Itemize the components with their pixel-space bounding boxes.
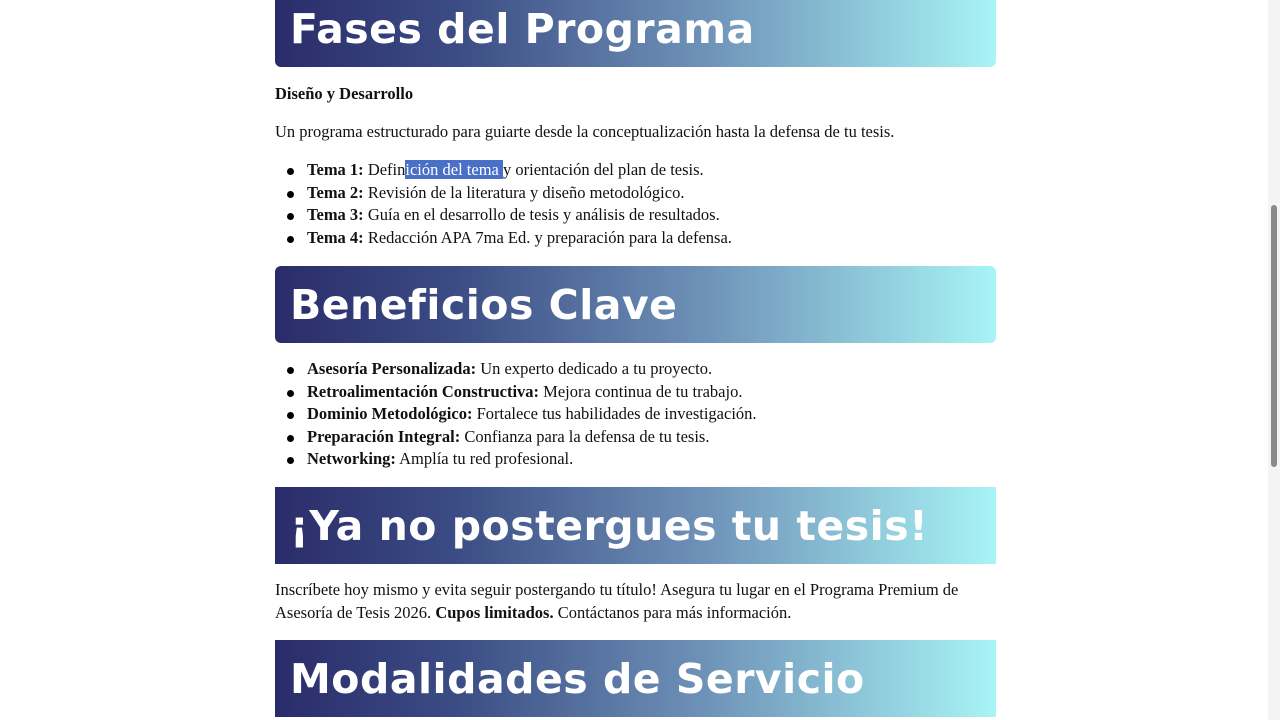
- topic-text: y orientación del plan de tesis.: [502, 160, 704, 179]
- benefits-title: Beneficios Clave: [290, 280, 678, 329]
- topic-text: Revisión de la literatura y diseño metodológico.: [363, 182, 685, 202]
- benefit-item-4: [275, 426, 757, 449]
- phases-title: Fases del Programa: [290, 4, 755, 53]
- modalities-banner: [275, 640, 996, 717]
- benefit-label: Retroalimentación Constructiva:: [307, 381, 540, 401]
- topic-label: Tema 3:: [307, 205, 364, 224]
- benefit-item-5: [275, 448, 757, 471]
- benefits-banner: [275, 266, 996, 343]
- benefit-text: Amplía tu red profesional.: [395, 449, 574, 468]
- benefit-label: Asesoría Personalizada:: [307, 359, 477, 378]
- topic-item-2: [275, 182, 732, 205]
- topic-label: Tema 1:: [307, 160, 364, 179]
- phases-banner: [275, 0, 996, 67]
- cta-paragraph: [275, 579, 965, 624]
- benefit-text: Un experto dedicado a tu proyecto.: [476, 359, 713, 378]
- benefit-text: Fortalece tus habilidades de investigación.: [472, 404, 757, 423]
- cta-bold-text: Cupos limitados.: [435, 602, 554, 622]
- benefit-label: Preparación Integral:: [307, 426, 461, 446]
- scrollbar-thumb[interactable]: [1271, 205, 1277, 467]
- cta-title: ¡Ya no postergues tu tesis!: [290, 501, 929, 550]
- benefit-item-3: [275, 403, 757, 426]
- topic-text: Guía en el desarrollo de tesis y análisis de resultados.: [363, 205, 720, 224]
- benefit-item-2: [275, 381, 757, 404]
- cta-text: Inscríbete hoy mismo y evita seguir postergando tu título! Asegura tu lugar en el Programa Premium de Asesoría de Tesis 2026.: [275, 580, 959, 622]
- topic-label: Tema 4:: [307, 227, 364, 247]
- benefit-label: Dominio Metodológico:: [307, 404, 473, 423]
- benefits-list: [275, 358, 757, 471]
- topic-item-3: [275, 204, 732, 227]
- modalities-title: Modalidades de Servicio: [290, 654, 865, 703]
- benefit-text: Confianza para la defensa de tu tesis.: [460, 426, 710, 446]
- benefit-text: Mejora continua de tu trabajo.: [539, 381, 743, 401]
- phases-topic-list: [275, 159, 732, 249]
- cta-banner: [275, 487, 996, 564]
- vertical-scrollbar[interactable]: [1268, 0, 1280, 720]
- topic-item-4: [275, 227, 732, 250]
- cta-text: Contáctanos para más información.: [553, 602, 792, 622]
- text-selection[interactable]: ición del tema: [405, 160, 503, 179]
- benefit-label: Networking:: [307, 449, 396, 468]
- benefit-item-1: [275, 358, 757, 381]
- phases-intro: Un programa estructurado para guiarte desde la conceptualización hasta la defensa de tu tesis.: [275, 122, 895, 141]
- topic-text: Defin: [363, 160, 406, 179]
- topic-label: Tema 2:: [307, 182, 364, 202]
- topic-text: Redacción APA 7ma Ed. y preparación para la defensa.: [363, 227, 732, 247]
- topic-item-1: [275, 159, 732, 182]
- phases-subheading: Diseño y Desarrollo: [275, 84, 414, 103]
